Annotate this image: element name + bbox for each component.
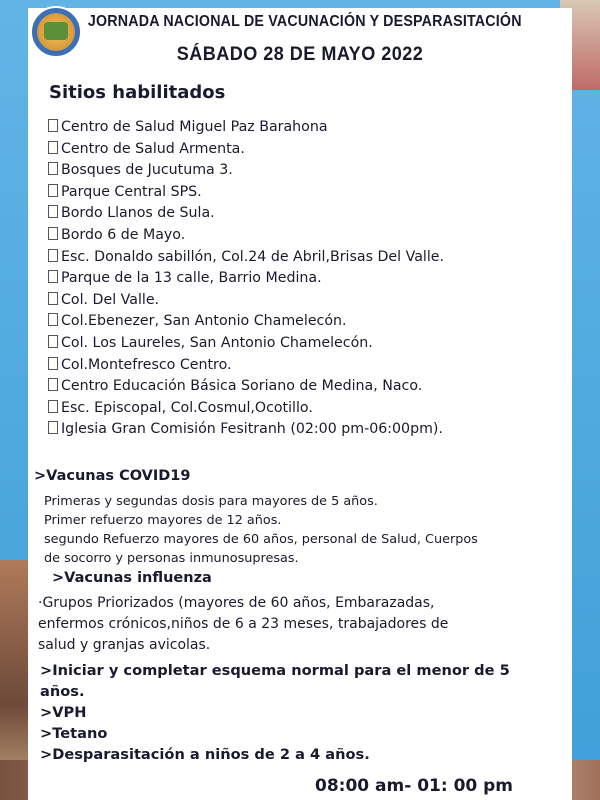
list-item: >Iniciar y completar esquema normal para el menor de 5 (40, 662, 510, 679)
list-item: Centro Educación Básica Soriano de Medina, Naco. (48, 376, 444, 398)
event-date: SÁBADO 28 DE MAYO 2022 (176, 44, 424, 65)
bullet-box-icon (48, 227, 58, 240)
list-item: Col.Ebenezer, San Antonio Chamelecón. (48, 311, 444, 333)
covid-line: segundo Refuerzo mayores de 60 años, personal de Salud, Cuerpos (44, 532, 478, 547)
bullet-box-icon (48, 313, 58, 326)
influenza-line: ·Grupos Priorizados (mayores de 60 años, Embarazadas, (38, 595, 435, 611)
bullet-box-icon (48, 400, 58, 413)
list-item: Col. Del Valle. (48, 290, 444, 312)
list-item: Col.Montefresco Centro. (48, 355, 444, 377)
covid-heading: >Vacunas COVID19 (34, 468, 191, 484)
covid-line: Primeras y segundas dosis para mayores de 5 años. (44, 494, 378, 509)
bullet-box-icon (48, 421, 58, 434)
list-item: años. (40, 683, 85, 700)
list-item: Col. Los Laureles, San Antonio Chamelecón. (48, 333, 444, 355)
list-item: >Tetano (40, 725, 108, 742)
bullet-box-icon (48, 249, 58, 262)
list-item: Bosques de Jucutuma 3. (48, 160, 444, 182)
bullet-box-icon (48, 270, 58, 283)
influenza-line: enfermos crónicos,niños de 6 a 23 meses, trabajadores de (38, 616, 449, 632)
page-title: JORNADA NACIONAL DE VACUNACIÓN Y DESPARASITACIÓN (87, 13, 522, 30)
list-item: >Desparasitación a niños de 2 a 4 años. (40, 746, 370, 763)
covid-line: Primer refuerzo mayores de 12 años. (44, 513, 282, 528)
bullet-box-icon (48, 184, 58, 197)
list-item: Bordo 6 de Mayo. (48, 225, 444, 247)
bullet-box-icon (48, 292, 58, 305)
bullet-box-icon (48, 119, 58, 132)
list-item: Iglesia Gran Comisión Fesitranh (02:00 pm-06:00pm). (48, 419, 444, 441)
list-item: Parque de la 13 calle, Barrio Medina. (48, 268, 444, 290)
covid-line: de socorro y personas inmunosupresas. (44, 551, 299, 566)
list-item: Centro de Salud Armenta. (48, 139, 444, 161)
sites-list (48, 117, 444, 441)
bullet-box-icon (48, 378, 58, 391)
bullet-box-icon (48, 357, 58, 370)
list-item: Parque Central SPS. (48, 182, 444, 204)
sites-heading: Sitios habilitados (49, 82, 226, 103)
extra-services-list (40, 660, 510, 765)
list-item: Esc. Donaldo sabillón, Col.24 de Abril,Brisas Del Valle. (48, 247, 444, 269)
bullet-box-icon (48, 205, 58, 218)
bullet-box-icon (48, 335, 58, 348)
list-item: >VPH (40, 704, 87, 721)
influenza-heading: >Vacunas influenza (52, 570, 212, 586)
influenza-line: salud y granjas avicolas. (38, 637, 211, 653)
list-item: Esc. Episcopal, Col.Cosmul,Ocotillo. (48, 398, 444, 420)
bullet-box-icon (48, 162, 58, 175)
bullet-box-icon (48, 141, 58, 154)
schedule-hours: 08:00 am- 01: 00 pm (315, 776, 514, 796)
list-item: Centro de Salud Miguel Paz Barahona (48, 117, 444, 139)
list-item: Bordo Llanos de Sula. (48, 203, 444, 225)
